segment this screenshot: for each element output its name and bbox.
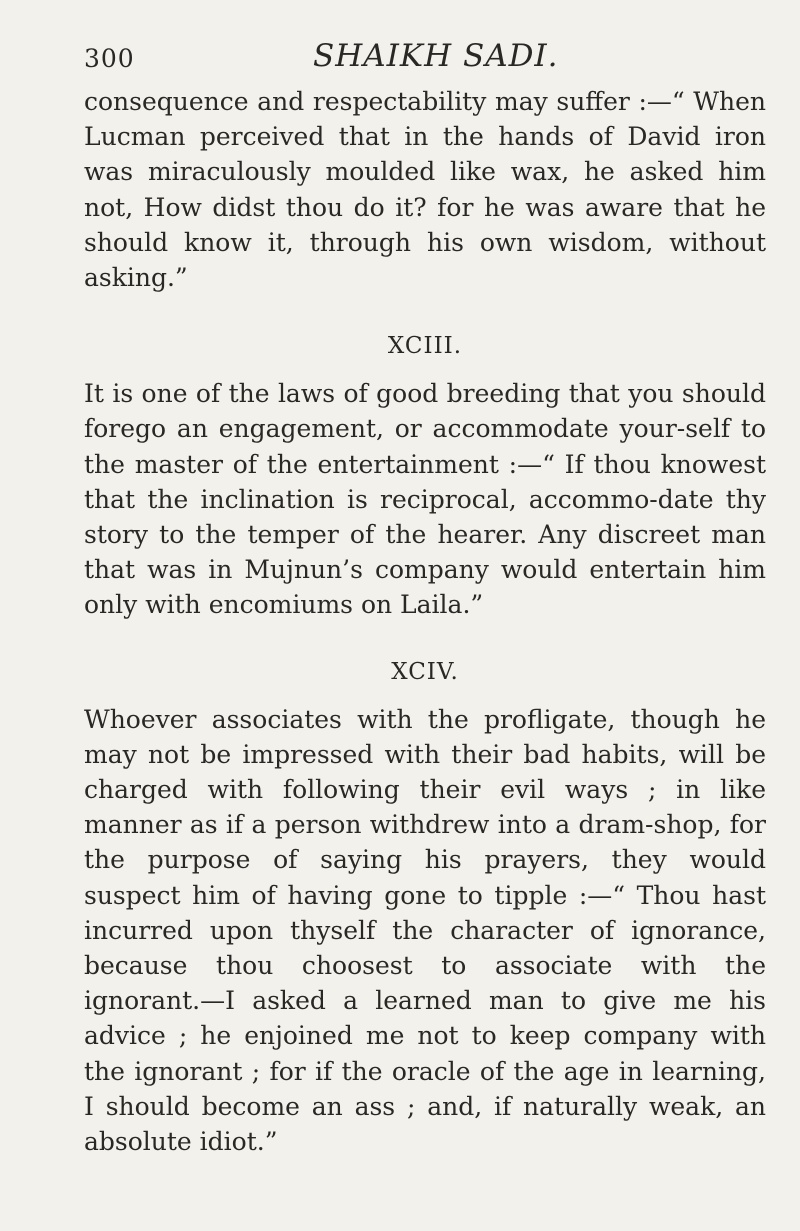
page-number: 300 (84, 44, 135, 73)
paragraph-profligate: Whoever associates with the profligate, though he may not be impressed with their bad habits, will be charged with following their evil ways ; in like manner as if a person withdrew into a dram-shop, for the purpose of saying his prayers, they would suspect him of having gone to tipple :—“ Thou hast incurred upon thyself the character of ignorance, because thou choosest to associate with the ignorant.—I asked a learned man to give me his advice ; he enjoined me not to keep company with the ignorant ; for if the oracle of the age in learning, I should become an ass ; and, if naturally weak, an absolute idiot.” (84, 704, 766, 1157)
paragraph-lucman: consequence and respectability may suffer :—“ When Lucman perceived that in the hands of David iron was miraculously moulded like wax, he asked him not, How didst thou do it? for he was aware that he should know it, through his own wisdom, without asking.” (84, 87, 766, 293)
running-title: SHAIKH SADI. (313, 38, 559, 74)
body-text (84, 84, 766, 1159)
section-heading-xciii: XCIII. (387, 333, 463, 360)
paragraph-good-breeding: It is one of the laws of good breeding that you should forego an engagement, or accommodate your-self to the master of the entertainment :—“ If thou knowest that the inclination is reciprocal, accommo-date thy story to the temper of the hearer. Any discreet man that was in Mujnun’s company would entertain him only with encomiums on Laila.” (84, 379, 766, 620)
section-heading-xciv: XCIV. (391, 658, 459, 685)
running-head (84, 36, 766, 76)
